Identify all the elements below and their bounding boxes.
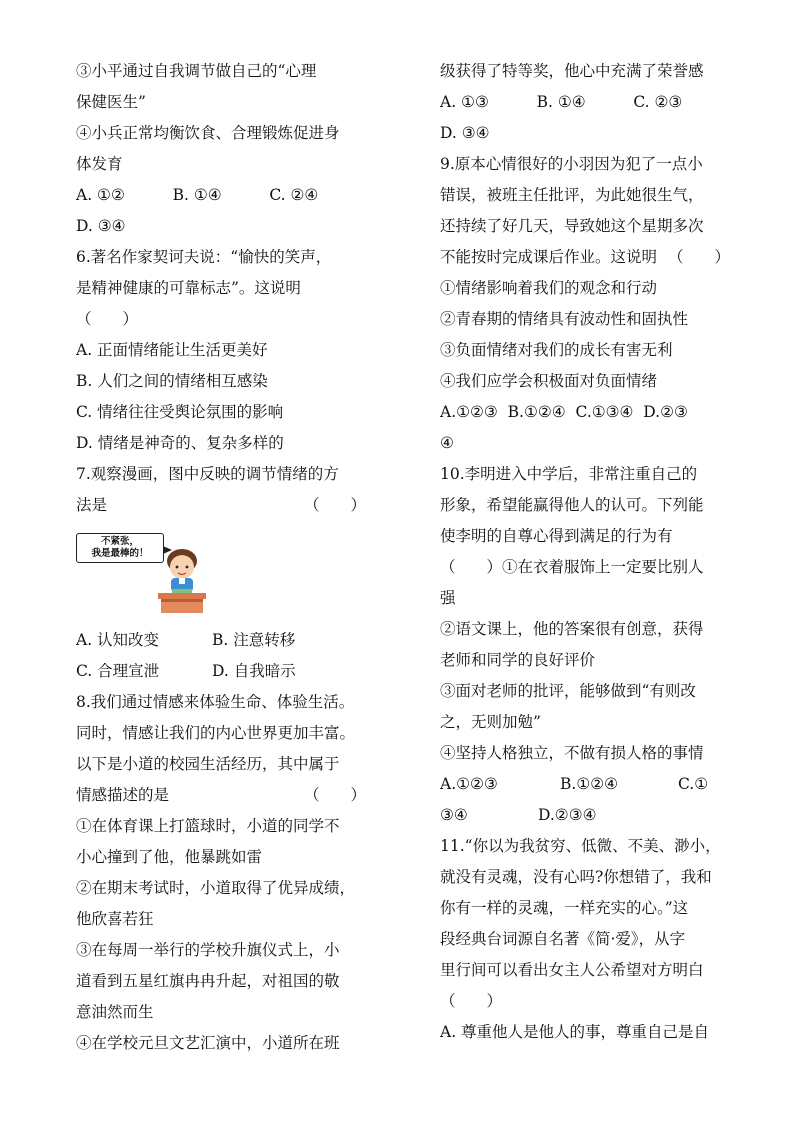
q7-option-d[interactable]: D. 自我暗示 — [212, 662, 296, 680]
q8-item1-cont: 小心撞到了他，他暴跳如雷 — [76, 848, 263, 866]
q6-option-a[interactable]: A. 正面情绪能让生活更美好 — [76, 341, 268, 359]
q5-item4-cont: 体发育 — [76, 155, 123, 173]
q8-item3-cont-1: 道看到五星红旗冉冉升起，对祖国的敬 — [76, 972, 340, 990]
q7-option-c[interactable]: C. 合理宣泄 — [76, 662, 160, 680]
q10-option-a[interactable]: A.①②③ — [440, 775, 498, 793]
q9-stem-cont-2: 还持续了好几天，导致她这个星期多次 — [440, 217, 704, 235]
q5-item4: ④小兵正常均衡饮食、合理锻炼促进身 — [76, 124, 340, 142]
q9-item2: ②青春期的情绪具有波动性和固执性 — [440, 310, 689, 328]
q6-option-c[interactable]: C. 情绪往往受舆论氛围的影响 — [76, 403, 284, 421]
q9-item4: ④我们应学会积极面对负面情绪 — [440, 372, 658, 390]
q11-stem-cont-1: 就没有灵魂，没有心吗?你想错了，我和 — [440, 868, 712, 886]
q8-item3-cont-2: 意油然而生 — [76, 1003, 154, 1021]
q8-item3: ③在每周一举行的学校升旗仪式上，小 — [76, 941, 340, 959]
q8-stem-text: 情感描述的是 — [76, 786, 170, 804]
q7-stem: 7.观察漫画，图中反映的调节情绪的方 — [76, 465, 339, 483]
q11-answer-paren: （ ） — [440, 992, 503, 1010]
student-at-desk-illustration — [152, 547, 212, 617]
q9-item3: ③负面情绪对我们的成长有害无利 — [440, 341, 673, 359]
q5-item3-cont: 保健医生” — [76, 93, 146, 111]
q9-options-wrap: ④ — [440, 434, 454, 452]
q8-options — [440, 87, 730, 118]
q5-option-c[interactable]: C. ②④ — [269, 186, 319, 204]
q10-stem-cont-1: 形象，希望能赢得他人的认可。下列能 — [440, 496, 704, 514]
q7-options-row2 — [76, 656, 366, 687]
q9-stem-text: 不能按时完成课后作业。这说明 — [440, 248, 658, 266]
q8-item2: ②在期末考试时，小道取得了优异成绩， — [76, 879, 356, 897]
q10-option-b[interactable]: B.①②④ — [560, 775, 619, 793]
q7-stem-text: 法是 — [76, 496, 108, 514]
q10-stem: 10.李明进入中学后，非常注重自己的 — [440, 465, 698, 483]
q8-item2-cont: 他欣喜若狂 — [76, 910, 154, 928]
q7-cartoon — [76, 527, 176, 623]
q10-stem-cont-2: 使李明的自尊心得到满足的行为有 — [440, 527, 673, 545]
q5-option-b[interactable]: B. ①④ — [172, 186, 222, 204]
q8-item4-cont: 级获得了特等奖，他心中充满了荣誉感 — [440, 62, 704, 80]
q10-item3: ③面对老师的批评，能够做到“有则改 — [440, 682, 696, 700]
q11-stem-cont-4: 里行间可以看出女主人公希望对方明白 — [440, 961, 704, 979]
q8-stem-cont-2: 以下是小道的校园生活经历，其中属于 — [76, 755, 340, 773]
bubble-line-2: 我是最棒的！ — [91, 548, 149, 559]
q5-item3: ③小平通过自我调节做自己的“心理 — [76, 62, 317, 80]
q10-options — [440, 769, 730, 800]
q10-options-row2 — [440, 800, 730, 831]
q11-stem-cont-3: 段经典台词源自名著《简·爱》，从字 — [440, 930, 686, 948]
q10-option-c[interactable]: C.① — [678, 775, 709, 793]
q9-stem-cont-1: 错误，被班主任批评，为此她很生气， — [440, 186, 704, 204]
q8-item1: ①在体育课上打篮球时，小道的同学不 — [76, 817, 340, 835]
q8-option-b[interactable]: B. ①④ — [536, 93, 586, 111]
q9-stem: 9.原本心情很好的小羽因为犯了一点小 — [440, 155, 703, 173]
speech-bubble — [76, 533, 164, 563]
q7-option-b[interactable]: B. 注意转移 — [212, 631, 296, 649]
q8-stem: 8.我们通过情感来体验生命、体验生活。 — [76, 693, 355, 711]
q5-option-a[interactable]: A. ①② — [76, 186, 125, 204]
q10-item2-cont: 老师和同学的良好评价 — [440, 651, 596, 669]
q11-option-a[interactable]: A. 尊重他人是他人的事，尊重自己是自 — [440, 1023, 710, 1041]
q6-option-d[interactable]: D. 情绪是神奇的、复杂多样的 — [76, 434, 284, 452]
q8-option-c[interactable]: C. ②③ — [633, 93, 683, 111]
q7-options-row1 — [76, 625, 366, 656]
q10-item4: ④坚持人格独立，不做有损人格的事情 — [440, 744, 704, 762]
q7-answer-paren: （ ） — [303, 496, 366, 514]
q9-options[interactable]: A.①②③ B.①②④ C.①③④ D.②③ — [440, 403, 688, 421]
q6-stem-cont: 是精神健康的可靠标志”。这说明 — [76, 279, 301, 297]
q8-answer-paren: （ ） — [303, 786, 366, 804]
q8-stem-cont-3 — [76, 780, 366, 811]
q6-stem: 6.著名作家契诃夫说：“愉快的笑声， — [76, 248, 332, 266]
q9-stem-cont-3 — [440, 242, 730, 273]
q10-item2: ②语文课上，他的答案很有创意，获得 — [440, 620, 704, 638]
q5-options — [76, 180, 366, 211]
bubble-line-1: 不紧张， — [100, 536, 139, 547]
q10-item3-cont: 之，无则加勉” — [440, 713, 541, 731]
q6-answer-paren: （ ） — [76, 310, 139, 328]
q7-option-a[interactable]: A. 认知改变 — [76, 631, 160, 649]
q10-item1-cont: 强 — [440, 589, 456, 607]
q10-option-c-wrap: ③④ — [440, 806, 468, 824]
q7-stem-cont — [76, 490, 366, 521]
q8-option-d[interactable]: D. ③④ — [440, 124, 490, 142]
q11-stem: 11.“你以为我贫穷、低微、不美、渺小， — [440, 837, 721, 855]
q8-option-a[interactable]: A. ①③ — [440, 93, 489, 111]
right-column — [440, 56, 730, 1048]
q10-option-d[interactable]: D.②③④ — [538, 806, 597, 824]
left-column — [76, 56, 366, 1059]
q8-stem-cont-1: 同时，情感让我们的内心世界更加丰富。 — [76, 724, 356, 742]
q9-item1: ①情绪影响着我们的观念和行动 — [440, 279, 658, 297]
q9-answer-paren: （ ） — [667, 248, 730, 266]
q10-item1: （ ）①在衣着服饰上一定要比别人 — [440, 558, 704, 576]
q6-option-b[interactable]: B. 人们之间的情绪相互感染 — [76, 372, 268, 390]
q8-item4: ④在学校元旦文艺汇演中，小道所在班 — [76, 1034, 340, 1052]
q11-stem-cont-2: 你有一样的灵魂，一样充实的心。”这 — [440, 899, 689, 917]
q5-option-d[interactable]: D. ③④ — [76, 217, 126, 235]
